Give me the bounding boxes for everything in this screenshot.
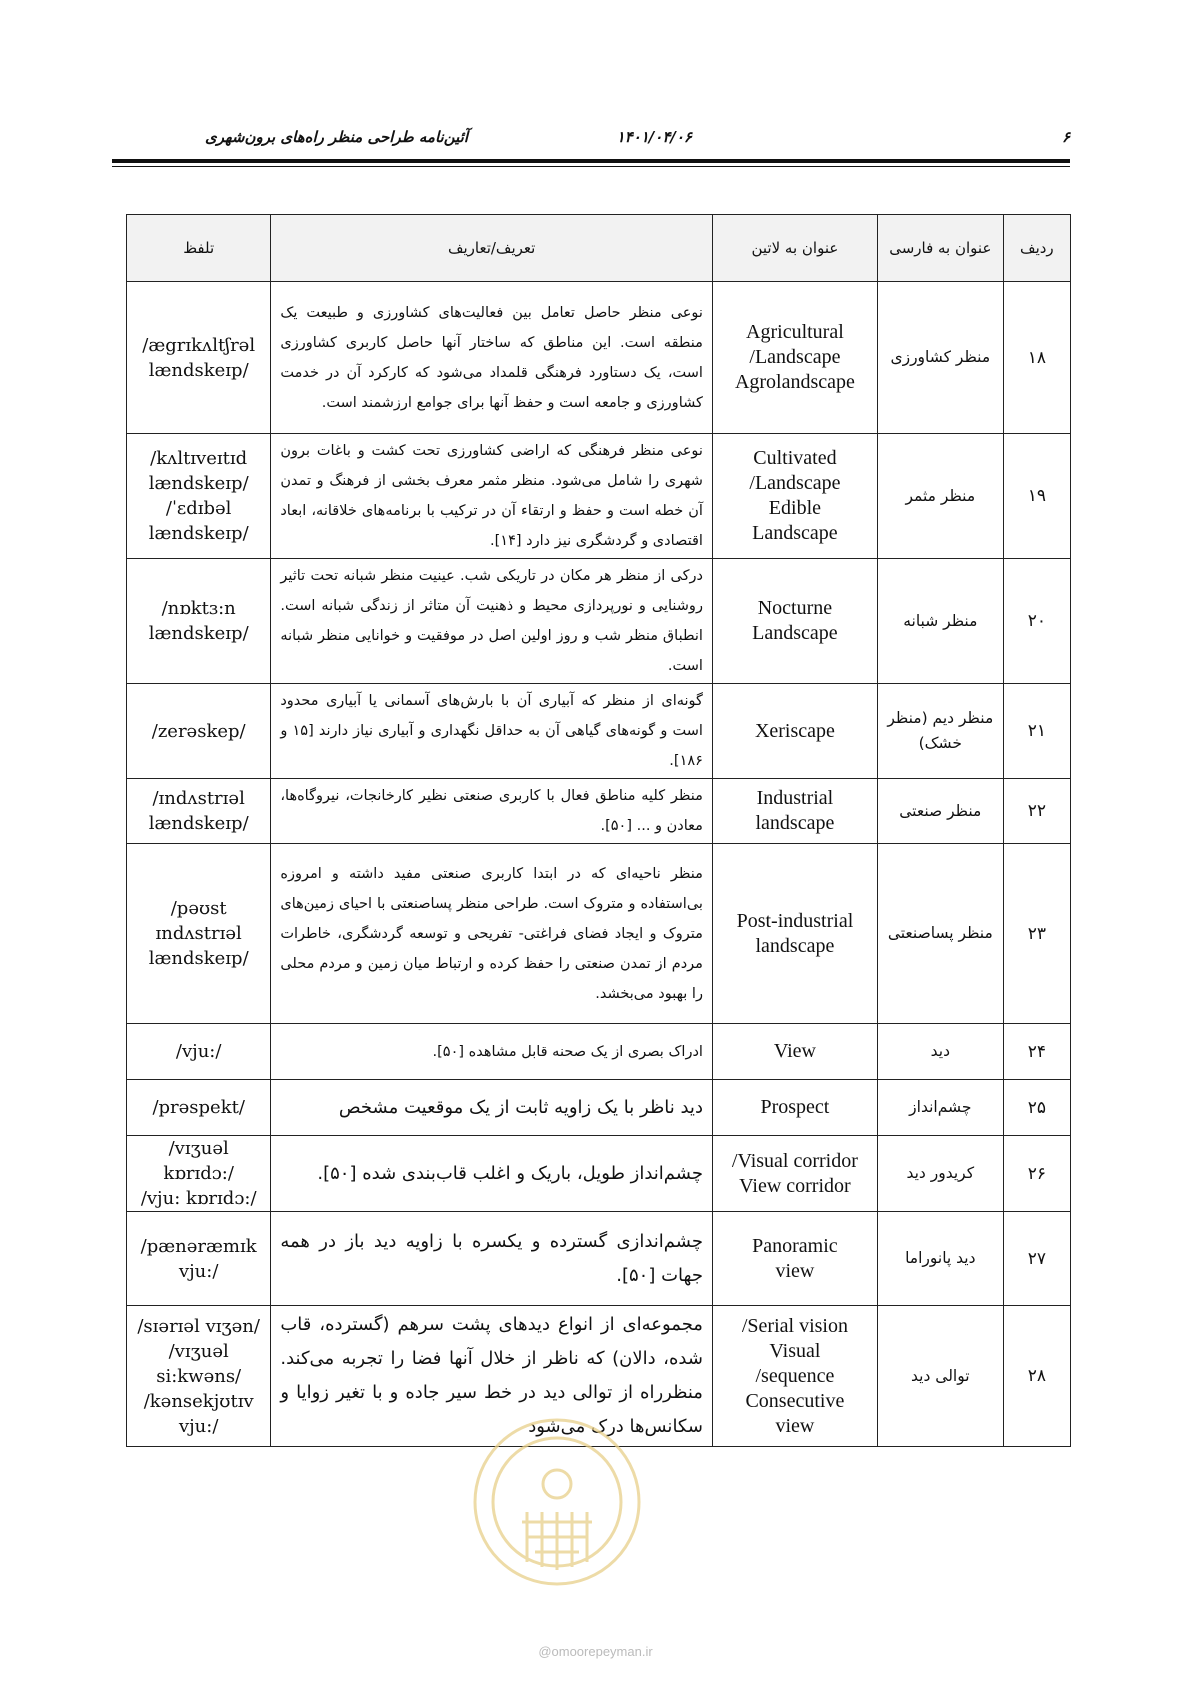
latin-term-line: Nocturne (757, 597, 833, 619)
header-latin-title: عنوان به لاتین (712, 215, 877, 282)
latin-term-line: Visual (769, 1339, 821, 1362)
definition-text: ادراک بصری از یک صحنه قابل مشاهده [۵۰]. (271, 1024, 713, 1080)
persian-term: توالی دید (877, 1306, 1003, 1447)
row-number: ۱۸ (1003, 282, 1070, 434)
pronunciation-line: /vju:/ (175, 1041, 222, 1062)
latin-term (712, 1136, 877, 1212)
header-definition: تعریف/تعاریف (271, 215, 713, 282)
pronunciation (127, 1080, 271, 1136)
pronunciation-line: /ɪndʌstrɪəl (152, 788, 245, 809)
latin-term-line: Landscape/ (749, 346, 841, 368)
definition-text: منظر کلیه مناطق فعال با کاربری صنعتی نظیر کارخانجات، نیروگاه‌ها، معادن و ... [۵۰]. (271, 779, 713, 844)
pronunciation-line: lændskeɪp/ (148, 948, 249, 969)
header-rule-thick (112, 159, 1070, 163)
persian-term: کریدور دید (877, 1136, 1003, 1212)
pronunciation (127, 1306, 271, 1447)
pronunciation-line: /vɪʒuəl (168, 1138, 229, 1159)
pronunciation (127, 1136, 271, 1212)
latin-term-line: landscape (755, 934, 835, 957)
latin-term (712, 559, 877, 684)
latin-term-line: Panoramic (752, 1234, 838, 1257)
pronunciation-line: lændskeɪp/ (148, 813, 249, 834)
pronunciation (127, 434, 271, 559)
pronunciation (127, 1024, 271, 1080)
row-number: ۲۰ (1003, 559, 1070, 684)
pronunciation-line: lændskeɪp/ (148, 473, 249, 494)
definition-text: چشم‌انداز طویل، باریک و اغلب قاب‌بندی شده [۵۰]. (271, 1136, 713, 1212)
latin-term-line: Visual corridor/ (731, 1149, 858, 1172)
pronunciation-line: lændskeɪp/ (148, 623, 249, 644)
latin-term-line: View (773, 1040, 816, 1062)
definition-text: گونه‌ای از منظر که آبیاری آن با بارش‌های آسمانی یا آبیاری محدود است و گونه‌های گیاهی آن به حداقل نگهداری و آبیاری نیاز دارند [۱۵ و ۱۸۶]. (271, 684, 713, 779)
pronunciation-line: /kʌltɪveɪtɪd (150, 448, 248, 469)
table-row (127, 282, 1071, 434)
pronunciation-line: /zerəskep/ (151, 720, 246, 742)
pronunciation-line: /vɪʒuəl (168, 1340, 229, 1362)
table-row (127, 434, 1071, 559)
persian-term: چشم‌انداز (877, 1080, 1003, 1136)
header-rule-thin (112, 166, 1070, 167)
table-row (127, 844, 1071, 1024)
latin-term-line: Post-industrial (736, 909, 854, 932)
latin-term (712, 1306, 877, 1447)
definition-text: درکی از منظر هر مکان در تاریکی شب. عینیت منظر شبانه تحت تاثیر روشنایی و نورپردازی محیط و ذهنیت آن متاثر از زندگی شبانه است. انطباق منظر شب و روز اولین اصل در موفقیت و خوانایی منظر شبانه است. (271, 559, 713, 684)
table-row (127, 1212, 1071, 1306)
row-number: ۲۳ (1003, 844, 1070, 1024)
pronunciation (127, 282, 271, 434)
persian-term: منظر کشاورزی (877, 282, 1003, 434)
persian-term: منظر مثمر (877, 434, 1003, 559)
table-row (127, 779, 1071, 844)
pronunciation-line: /prəspekt/ (152, 1097, 245, 1118)
row-number: ۲۱ (1003, 684, 1070, 779)
pronunciation-line: vju:/ (178, 1415, 219, 1437)
latin-term-line: Landscape (752, 622, 838, 644)
document-date: ۱۴۰۱/۰۴/۰۶ (616, 128, 692, 146)
latin-term-line: Landscape/ (749, 472, 841, 494)
latin-term (712, 779, 877, 844)
pronunciation-line: /nɒktɜ:n (161, 598, 236, 619)
latin-term-line: Landscape (752, 522, 838, 544)
latin-term-line: view (775, 1259, 815, 1282)
pronunciation (127, 559, 271, 684)
table-row (127, 1024, 1071, 1080)
table-header-row (127, 215, 1071, 282)
latin-term (712, 1024, 877, 1080)
pronunciation-line: /pəʊst (170, 898, 227, 919)
page-header (112, 128, 1070, 150)
header-pronunciation: تلفظ (127, 215, 271, 282)
latin-term-line: View corridor (739, 1174, 851, 1197)
glossary-table (126, 214, 1071, 1447)
latin-term (712, 844, 877, 1024)
pronunciation-line: /kənsekjʊtɪv (143, 1390, 254, 1412)
document-title: آئین‌نامه طراحی منظر راه‌های برون‌شهری (205, 128, 468, 146)
row-number: ۲۴ (1003, 1024, 1070, 1080)
pronunciation-line: ɪndʌstrɪəl (155, 923, 242, 944)
table-row (127, 1306, 1071, 1447)
latin-term (712, 1080, 877, 1136)
definition-text: منظر ناحیه‌ای که در ابتدا کاربری صنعتی مفید داشته و امروزه بی‌استفاده و متروک است. طراحی منظر پساصنعتی با احیای زمین‌های متروک و ایجاد فضای فراغتی- تفریحی و توسعه گردشگری، خاطرات مردم از تمدن صنعتی را حفظ کرده و ارتباط میان زمین و مردم محلی را بهبود می‌بخشد. (271, 844, 713, 1024)
pronunciation-line: /pænəræmɪk (140, 1235, 257, 1257)
latin-term-line: Prospect (760, 1096, 830, 1118)
page-number: ۶ (1061, 128, 1070, 146)
latin-term-line: Cultivated (753, 447, 837, 469)
table-row (127, 1136, 1071, 1212)
row-number: ۱۹ (1003, 434, 1070, 559)
latin-term-line: sequence/ (755, 1364, 835, 1387)
definition-text: دید ناظر با یک زاویه ثابت از یک موقعیت مشخص (271, 1080, 713, 1136)
definition-text: نوعی منظر حاصل تعامل بین فعالیت‌های کشاورزی و طبیعت یک منطقه است. این مناطق که ساختار آنها حاصل کاربری کشاورزی است، یک دستاورد فرهنگی قلمداد می‌شود که کارکرد آن در خدمت کشاورزی و جامعه است و حفظ آنها برای جوامع ارزشمند است. (271, 282, 713, 434)
website-watermark: @omoorepeyman.ir (538, 1644, 653, 1659)
pronunciation-line: si:kwəns/ (156, 1365, 242, 1387)
latin-term (712, 282, 877, 434)
latin-term-line: Consecutive (745, 1389, 845, 1412)
pronunciation-line: vju:/ (178, 1260, 219, 1282)
header-row-number: ردیف (1003, 215, 1070, 282)
pronunciation-line: /ˈɛdɪbəl (165, 498, 232, 519)
pronunciation-line: lændskeɪp/ (148, 359, 249, 381)
latin-term-line: Agricultural (746, 321, 844, 343)
header-persian-title: عنوان به فارسی (877, 215, 1003, 282)
latin-term-line: Edible (768, 497, 822, 519)
persian-term: دید پانوراما (877, 1212, 1003, 1306)
pronunciation (127, 779, 271, 844)
latin-term (712, 684, 877, 779)
row-number: ۲۲ (1003, 779, 1070, 844)
latin-term-line: view (775, 1414, 815, 1437)
row-number: ۲۶ (1003, 1136, 1070, 1212)
table-row (127, 684, 1071, 779)
latin-term-line: Industrial (756, 787, 834, 809)
pronunciation (127, 684, 271, 779)
latin-term-line: Serial vision/ (741, 1314, 848, 1337)
definition-text: چشم‌اندازی گسترده و یکسره با زاویه دید باز در همه جهات [۵۰]. (271, 1212, 713, 1306)
pronunciation-line: /ægrɪkʌltʃrəl (142, 334, 256, 356)
persian-term: منظر پساصنعتی (877, 844, 1003, 1024)
pronunciation-line: kɒrɪdɔ:/ (163, 1163, 234, 1184)
row-number: ۲۵ (1003, 1080, 1070, 1136)
latin-term (712, 434, 877, 559)
latin-term-line: Agrolandscape (734, 371, 855, 393)
persian-term: منظر شبانه (877, 559, 1003, 684)
definition-text: نوعی منظر فرهنگی که اراضی کشاورزی تحت کشت و باغات برون شهری را شامل می‌شود. منظر مثمر معرف بخشی از فرهنگ و تمدن آن خطه است و حفظ و ارتقاء آن در ترکیب با برنامه‌های خلاقانه، ابعاد اقتصادی و گردشگری نیز دارد [۱۴]. (271, 434, 713, 559)
table-row (127, 1080, 1071, 1136)
pronunciation-line: /sɪərɪəl vɪʒən/ (137, 1315, 260, 1337)
persian-term: دید (877, 1024, 1003, 1080)
persian-term: منظر صنعتی (877, 779, 1003, 844)
persian-term: منظر دیم (منظر خشک) (877, 684, 1003, 779)
latin-term-line: landscape (755, 812, 835, 834)
latin-term-line: Xeriscape (754, 719, 835, 742)
latin-term (712, 1212, 877, 1306)
definition-text: مجموعه‌ای از انواع دیدهای پشت سرهم (گسترده، قاب شده، دالان) که ناظر از خلال آنها فضا را تجربه می‌کند. منظرراه از توالی دید در خط سیر جاده و با تغیر زوایا و سکانس‌ها درک می‌شود (271, 1306, 713, 1447)
table-row (127, 559, 1071, 684)
row-number: ۲۷ (1003, 1212, 1070, 1306)
pronunciation (127, 1212, 271, 1306)
pronunciation-line: /vju: kɒrɪdɔ:/ (140, 1188, 257, 1209)
pronunciation (127, 844, 271, 1024)
pronunciation-line: lændskeɪp/ (148, 523, 249, 544)
row-number: ۲۸ (1003, 1306, 1070, 1447)
